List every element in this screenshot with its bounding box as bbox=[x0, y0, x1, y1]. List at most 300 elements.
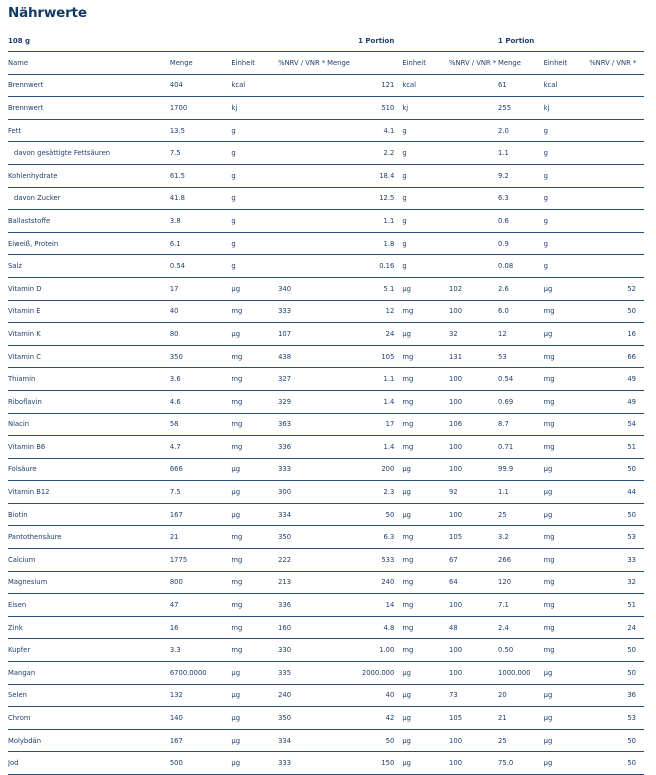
amount-portion-2: 25 bbox=[498, 729, 544, 752]
amount-portion-1: 4.1 bbox=[327, 119, 402, 142]
amount-portion-1: 12.5 bbox=[327, 187, 402, 210]
nrv-portion-1: 73 bbox=[449, 684, 498, 707]
nrv-portion-2: 49 bbox=[589, 390, 644, 413]
amount-portion-2: 21 bbox=[498, 707, 544, 730]
unit-100g: mg bbox=[231, 594, 278, 617]
unit-100g: µg bbox=[231, 662, 278, 685]
nrv-portion-2: 54 bbox=[589, 413, 644, 436]
unit-portion-1: kj bbox=[402, 97, 449, 120]
unit-100g: µg bbox=[231, 729, 278, 752]
nrv-100g bbox=[278, 255, 327, 278]
amount-portion-2: 1.1 bbox=[498, 142, 544, 165]
table-row bbox=[8, 97, 644, 120]
amount-100g: 500 bbox=[170, 752, 232, 775]
table-header-columns bbox=[8, 52, 644, 75]
amount-portion-2: 1000.000 bbox=[498, 662, 544, 685]
unit-100g: mg bbox=[231, 345, 278, 368]
amount-portion-2: 61 bbox=[498, 74, 544, 97]
nrv-portion-1: 100 bbox=[449, 594, 498, 617]
amount-portion-1: 50 bbox=[327, 503, 402, 526]
unit-portion-1: mg bbox=[402, 390, 449, 413]
amount-portion-1: 1.00 bbox=[327, 639, 402, 662]
unit-100g: g bbox=[231, 119, 278, 142]
nrv-portion-2: 36 bbox=[589, 684, 644, 707]
amount-portion-2: 3.2 bbox=[498, 526, 544, 549]
nrv-portion-1: 48 bbox=[449, 616, 498, 639]
amount-portion-1: 6.3 bbox=[327, 526, 402, 549]
nutrient-name: Ballaststoffe bbox=[8, 210, 170, 233]
table-row bbox=[8, 142, 644, 165]
nrv-portion-2: 24 bbox=[589, 616, 644, 639]
unit-100g: mg bbox=[231, 616, 278, 639]
amount-portion-2: 2.4 bbox=[498, 616, 544, 639]
nrv-100g: 335 bbox=[278, 662, 327, 685]
nutrient-name: davon gesättigte Fettsäuren bbox=[8, 142, 170, 165]
column-header-unit: Einheit bbox=[402, 52, 449, 75]
amount-portion-2: 6.3 bbox=[498, 187, 544, 210]
nutrient-name: Biotin bbox=[8, 503, 170, 526]
nrv-100g: 340 bbox=[278, 277, 327, 300]
amount-portion-1: 1.4 bbox=[327, 436, 402, 459]
unit-portion-2: kcal bbox=[544, 74, 590, 97]
nrv-portion-1: 100 bbox=[449, 436, 498, 459]
nrv-portion-2: 51 bbox=[589, 594, 644, 617]
unit-portion-2: mg bbox=[544, 413, 590, 436]
nrv-portion-2: 50 bbox=[589, 729, 644, 752]
amount-100g: 7.5 bbox=[170, 142, 232, 165]
amount-portion-2: 20 bbox=[498, 684, 544, 707]
nrv-100g bbox=[278, 210, 327, 233]
unit-100g: kj bbox=[231, 97, 278, 120]
amount-100g: 132 bbox=[170, 684, 232, 707]
unit-portion-2: g bbox=[544, 142, 590, 165]
unit-portion-2: µg bbox=[544, 323, 590, 346]
amount-portion-2: 7.1 bbox=[498, 594, 544, 617]
unit-portion-2: g bbox=[544, 255, 590, 278]
nrv-portion-2: 49 bbox=[589, 368, 644, 391]
amount-portion-2: 2.0 bbox=[498, 119, 544, 142]
amount-100g: 167 bbox=[170, 729, 232, 752]
column-header-unit: Einheit bbox=[231, 52, 278, 75]
nrv-100g: 330 bbox=[278, 639, 327, 662]
nrv-portion-2: 51 bbox=[589, 436, 644, 459]
nrv-100g: 107 bbox=[278, 323, 327, 346]
unit-portion-1: µg bbox=[402, 662, 449, 685]
amount-portion-1: 1.1 bbox=[327, 368, 402, 391]
unit-portion-1: g bbox=[402, 119, 449, 142]
nrv-portion-1: 67 bbox=[449, 549, 498, 572]
unit-portion-1: mg bbox=[402, 594, 449, 617]
nutrient-name: Pantothensäure bbox=[8, 526, 170, 549]
page-title: Nährwerte bbox=[8, 5, 87, 21]
amount-portion-2: 255 bbox=[498, 97, 544, 120]
nrv-portion-2 bbox=[589, 119, 644, 142]
nrv-portion-1 bbox=[449, 97, 498, 120]
amount-portion-2: 266 bbox=[498, 549, 544, 572]
amount-portion-2: 0.54 bbox=[498, 368, 544, 391]
amount-100g: 666 bbox=[170, 458, 232, 481]
amount-100g: 1775 bbox=[170, 549, 232, 572]
amount-100g: 800 bbox=[170, 571, 232, 594]
amount-portion-1: 510 bbox=[327, 97, 402, 120]
unit-portion-1: mg bbox=[402, 526, 449, 549]
amount-100g: 1700 bbox=[170, 97, 232, 120]
nutrient-name: Folsäure bbox=[8, 458, 170, 481]
nrv-portion-2: 53 bbox=[589, 526, 644, 549]
nrv-100g bbox=[278, 187, 327, 210]
nrv-portion-2: 50 bbox=[589, 662, 644, 685]
nrv-portion-2 bbox=[589, 255, 644, 278]
nrv-portion-2: 50 bbox=[589, 300, 644, 323]
nrv-100g: 333 bbox=[278, 752, 327, 775]
nrv-100g bbox=[278, 119, 327, 142]
unit-100g: µg bbox=[231, 752, 278, 775]
amount-100g: 6.1 bbox=[170, 232, 232, 255]
column-header-amount: Menge bbox=[498, 52, 544, 75]
amount-portion-1: 2.3 bbox=[327, 481, 402, 504]
nrv-portion-2: 50 bbox=[589, 503, 644, 526]
amount-portion-2: 0.71 bbox=[498, 436, 544, 459]
nrv-100g: 350 bbox=[278, 526, 327, 549]
nrv-100g: 329 bbox=[278, 390, 327, 413]
unit-portion-2: mg bbox=[544, 549, 590, 572]
column-header-unit: Einheit bbox=[544, 52, 590, 75]
unit-100g: mg bbox=[231, 571, 278, 594]
header-base-amount: 108 g bbox=[8, 30, 170, 52]
nrv-portion-2: 53 bbox=[589, 707, 644, 730]
nrv-100g: 240 bbox=[278, 684, 327, 707]
amount-portion-1: 4.8 bbox=[327, 616, 402, 639]
table-row bbox=[8, 345, 644, 368]
nutrient-name: davon Zucker bbox=[8, 187, 170, 210]
amount-100g: 40 bbox=[170, 300, 232, 323]
nrv-100g: 363 bbox=[278, 413, 327, 436]
amount-100g: 4.7 bbox=[170, 436, 232, 459]
amount-100g: 3.8 bbox=[170, 210, 232, 233]
nrv-100g: 300 bbox=[278, 481, 327, 504]
nrv-portion-2: 52 bbox=[589, 277, 644, 300]
table-row bbox=[8, 616, 644, 639]
unit-portion-2: mg bbox=[544, 345, 590, 368]
nrv-portion-2: 32 bbox=[589, 571, 644, 594]
amount-100g: 58 bbox=[170, 413, 232, 436]
unit-portion-2: mg bbox=[544, 436, 590, 459]
amount-portion-2: 120 bbox=[498, 571, 544, 594]
amount-portion-1: 0.16 bbox=[327, 255, 402, 278]
amount-portion-2: 53 bbox=[498, 345, 544, 368]
table-row bbox=[8, 436, 644, 459]
amount-portion-1: 150 bbox=[327, 752, 402, 775]
unit-100g: µg bbox=[231, 684, 278, 707]
amount-portion-2: 0.50 bbox=[498, 639, 544, 662]
nrv-100g: 438 bbox=[278, 345, 327, 368]
column-header-amount: Menge bbox=[170, 52, 232, 75]
nutrient-name: Eisen bbox=[8, 594, 170, 617]
nutrient-name: Selen bbox=[8, 684, 170, 707]
nrv-portion-2 bbox=[589, 142, 644, 165]
nrv-portion-1 bbox=[449, 74, 498, 97]
amount-100g: 167 bbox=[170, 503, 232, 526]
unit-portion-2: kj bbox=[544, 97, 590, 120]
unit-100g: kcal bbox=[231, 74, 278, 97]
amount-portion-1: 40 bbox=[327, 684, 402, 707]
nutrient-name: Chrom bbox=[8, 707, 170, 730]
unit-portion-2: µg bbox=[544, 503, 590, 526]
unit-portion-2: µg bbox=[544, 481, 590, 504]
nrv-portion-1 bbox=[449, 255, 498, 278]
table-row bbox=[8, 413, 644, 436]
table-row bbox=[8, 526, 644, 549]
nutrient-name: Jod bbox=[8, 752, 170, 775]
nrv-100g: 222 bbox=[278, 549, 327, 572]
nrv-portion-2: 50 bbox=[589, 752, 644, 775]
unit-100g: mg bbox=[231, 549, 278, 572]
nrv-portion-1: 100 bbox=[449, 390, 498, 413]
amount-100g: 21 bbox=[170, 526, 232, 549]
nutrient-name: Kohlenhydrate bbox=[8, 164, 170, 187]
header-portion-2: 1 Portion bbox=[498, 30, 544, 52]
nrv-100g: 327 bbox=[278, 368, 327, 391]
unit-portion-2: g bbox=[544, 119, 590, 142]
unit-portion-2: mg bbox=[544, 526, 590, 549]
header-portion-1: 1 Portion bbox=[327, 30, 402, 52]
unit-portion-2: µg bbox=[544, 684, 590, 707]
unit-portion-1: g bbox=[402, 255, 449, 278]
nrv-portion-1: 105 bbox=[449, 526, 498, 549]
unit-100g: g bbox=[231, 255, 278, 278]
unit-portion-2: µg bbox=[544, 458, 590, 481]
unit-100g: g bbox=[231, 210, 278, 233]
table-row bbox=[8, 368, 644, 391]
unit-portion-2: µg bbox=[544, 752, 590, 775]
amount-portion-1: 2000.000 bbox=[327, 662, 402, 685]
amount-100g: 61.5 bbox=[170, 164, 232, 187]
amount-100g: 47 bbox=[170, 594, 232, 617]
table-row bbox=[8, 684, 644, 707]
unit-portion-2: mg bbox=[544, 368, 590, 391]
nutrient-name: Vitamin E bbox=[8, 300, 170, 323]
nrv-portion-1 bbox=[449, 119, 498, 142]
nutrient-name: Vitamin C bbox=[8, 345, 170, 368]
unit-100g: mg bbox=[231, 526, 278, 549]
table-row bbox=[8, 390, 644, 413]
unit-portion-1: µg bbox=[402, 323, 449, 346]
amount-100g: 3.6 bbox=[170, 368, 232, 391]
unit-100g: µg bbox=[231, 503, 278, 526]
nrv-portion-1 bbox=[449, 187, 498, 210]
column-header-amount: Menge bbox=[327, 52, 402, 75]
amount-portion-1: 5.1 bbox=[327, 277, 402, 300]
table-row bbox=[8, 255, 644, 278]
nutrient-name: Salz bbox=[8, 255, 170, 278]
nutrient-name: Molybdän bbox=[8, 729, 170, 752]
table-row bbox=[8, 458, 644, 481]
nutrient-name: Riboflavin bbox=[8, 390, 170, 413]
unit-portion-1: mg bbox=[402, 549, 449, 572]
nutrient-name: Vitamin D bbox=[8, 277, 170, 300]
nrv-portion-1: 100 bbox=[449, 729, 498, 752]
unit-portion-2: g bbox=[544, 164, 590, 187]
unit-portion-1: µg bbox=[402, 752, 449, 775]
amount-100g: 0.54 bbox=[170, 255, 232, 278]
amount-100g: 404 bbox=[170, 74, 232, 97]
unit-portion-1: mg bbox=[402, 571, 449, 594]
amount-100g: 6700.0000 bbox=[170, 662, 232, 685]
unit-portion-1: µg bbox=[402, 503, 449, 526]
nutrient-name: Fett bbox=[8, 119, 170, 142]
unit-100g: mg bbox=[231, 390, 278, 413]
unit-portion-2: g bbox=[544, 187, 590, 210]
nutrient-name: Niacin bbox=[8, 413, 170, 436]
unit-portion-1: mg bbox=[402, 368, 449, 391]
table-row bbox=[8, 232, 644, 255]
nutrient-name: Vitamin K bbox=[8, 323, 170, 346]
column-header-name: Name bbox=[8, 52, 170, 75]
unit-100g: g bbox=[231, 142, 278, 165]
amount-100g: 140 bbox=[170, 707, 232, 730]
nrv-100g bbox=[278, 97, 327, 120]
amount-portion-2: 75.0 bbox=[498, 752, 544, 775]
unit-portion-2: mg bbox=[544, 616, 590, 639]
table-row bbox=[8, 74, 644, 97]
table-row bbox=[8, 549, 644, 572]
unit-portion-2: µg bbox=[544, 662, 590, 685]
nutrient-name: Magnesium bbox=[8, 571, 170, 594]
nrv-portion-2 bbox=[589, 232, 644, 255]
amount-portion-1: 18.4 bbox=[327, 164, 402, 187]
nrv-portion-1: 100 bbox=[449, 639, 498, 662]
table-row bbox=[8, 119, 644, 142]
unit-100g: µg bbox=[231, 481, 278, 504]
unit-portion-2: mg bbox=[544, 594, 590, 617]
nrv-100g bbox=[278, 74, 327, 97]
nrv-portion-1 bbox=[449, 142, 498, 165]
unit-portion-1: µg bbox=[402, 458, 449, 481]
amount-portion-1: 2.2 bbox=[327, 142, 402, 165]
amount-portion-1: 200 bbox=[327, 458, 402, 481]
unit-portion-1: µg bbox=[402, 684, 449, 707]
nutrient-name: Brennwert bbox=[8, 97, 170, 120]
unit-100g: µg bbox=[231, 277, 278, 300]
table-header-portions bbox=[8, 30, 644, 52]
unit-portion-2: mg bbox=[544, 571, 590, 594]
amount-portion-1: 1.1 bbox=[327, 210, 402, 233]
nutrient-name: Calcium bbox=[8, 549, 170, 572]
nrv-portion-1: 92 bbox=[449, 481, 498, 504]
nrv-portion-1: 100 bbox=[449, 752, 498, 775]
amount-portion-2: 25 bbox=[498, 503, 544, 526]
column-header-nrv: %NRV / VNR * bbox=[449, 52, 498, 75]
unit-100g: mg bbox=[231, 368, 278, 391]
amount-portion-2: 6.0 bbox=[498, 300, 544, 323]
amount-portion-1: 1.8 bbox=[327, 232, 402, 255]
amount-100g: 13.5 bbox=[170, 119, 232, 142]
unit-100g: mg bbox=[231, 300, 278, 323]
unit-portion-1: g bbox=[402, 232, 449, 255]
table-row bbox=[8, 277, 644, 300]
unit-100g: g bbox=[231, 164, 278, 187]
nrv-portion-1 bbox=[449, 232, 498, 255]
nutrient-name: Brennwert bbox=[8, 74, 170, 97]
unit-portion-1: g bbox=[402, 210, 449, 233]
amount-portion-2: 99.9 bbox=[498, 458, 544, 481]
unit-portion-1: µg bbox=[402, 277, 449, 300]
nrv-100g bbox=[278, 232, 327, 255]
nutrient-name: Thiamin bbox=[8, 368, 170, 391]
table-row bbox=[8, 503, 644, 526]
nrv-portion-2 bbox=[589, 187, 644, 210]
nrv-100g: 336 bbox=[278, 436, 327, 459]
unit-portion-2: µg bbox=[544, 277, 590, 300]
unit-100g: µg bbox=[231, 323, 278, 346]
nrv-portion-1: 100 bbox=[449, 368, 498, 391]
nrv-portion-1 bbox=[449, 210, 498, 233]
amount-100g: 17 bbox=[170, 277, 232, 300]
amount-portion-2: 2.6 bbox=[498, 277, 544, 300]
column-header-nrv: %NRV / VNR * bbox=[589, 52, 644, 75]
nrv-portion-2: 33 bbox=[589, 549, 644, 572]
table-row bbox=[8, 164, 644, 187]
amount-portion-1: 121 bbox=[327, 74, 402, 97]
unit-100g: g bbox=[231, 232, 278, 255]
table-row bbox=[8, 707, 644, 730]
amount-100g: 3.3 bbox=[170, 639, 232, 662]
amount-portion-1: 1.4 bbox=[327, 390, 402, 413]
unit-portion-1: g bbox=[402, 164, 449, 187]
column-header-nrv: %NRV / VNR * bbox=[278, 52, 327, 75]
nrv-portion-2 bbox=[589, 210, 644, 233]
amount-portion-1: 105 bbox=[327, 345, 402, 368]
amount-portion-1: 42 bbox=[327, 707, 402, 730]
nrv-portion-2: 16 bbox=[589, 323, 644, 346]
unit-portion-2: g bbox=[544, 210, 590, 233]
amount-100g: 7.5 bbox=[170, 481, 232, 504]
table-row bbox=[8, 639, 644, 662]
nutrient-name: Vitamin B12 bbox=[8, 481, 170, 504]
nutrient-name: Kupfer bbox=[8, 639, 170, 662]
amount-portion-2: 0.9 bbox=[498, 232, 544, 255]
table-row bbox=[8, 187, 644, 210]
nrv-100g: 333 bbox=[278, 300, 327, 323]
nrv-portion-1 bbox=[449, 164, 498, 187]
amount-100g: 4.6 bbox=[170, 390, 232, 413]
amount-portion-1: 533 bbox=[327, 549, 402, 572]
table-row bbox=[8, 752, 644, 775]
unit-portion-1: mg bbox=[402, 345, 449, 368]
nutrient-name: Mangan bbox=[8, 662, 170, 685]
amount-100g: 16 bbox=[170, 616, 232, 639]
amount-portion-2: 12 bbox=[498, 323, 544, 346]
nrv-portion-2: 50 bbox=[589, 639, 644, 662]
amount-portion-2: 0.69 bbox=[498, 390, 544, 413]
nrv-100g: 350 bbox=[278, 707, 327, 730]
unit-100g: mg bbox=[231, 413, 278, 436]
unit-100g: g bbox=[231, 187, 278, 210]
nrv-100g bbox=[278, 142, 327, 165]
nrv-portion-1: 100 bbox=[449, 458, 498, 481]
unit-portion-2: µg bbox=[544, 707, 590, 730]
nrv-portion-1: 102 bbox=[449, 277, 498, 300]
table-row bbox=[8, 481, 644, 504]
nrv-portion-1: 64 bbox=[449, 571, 498, 594]
amount-portion-2: 0.6 bbox=[498, 210, 544, 233]
unit-portion-1: mg bbox=[402, 436, 449, 459]
nrv-portion-2 bbox=[589, 97, 644, 120]
unit-100g: µg bbox=[231, 458, 278, 481]
nrv-portion-2: 50 bbox=[589, 458, 644, 481]
nrv-100g: 334 bbox=[278, 729, 327, 752]
unit-portion-1: kcal bbox=[402, 74, 449, 97]
